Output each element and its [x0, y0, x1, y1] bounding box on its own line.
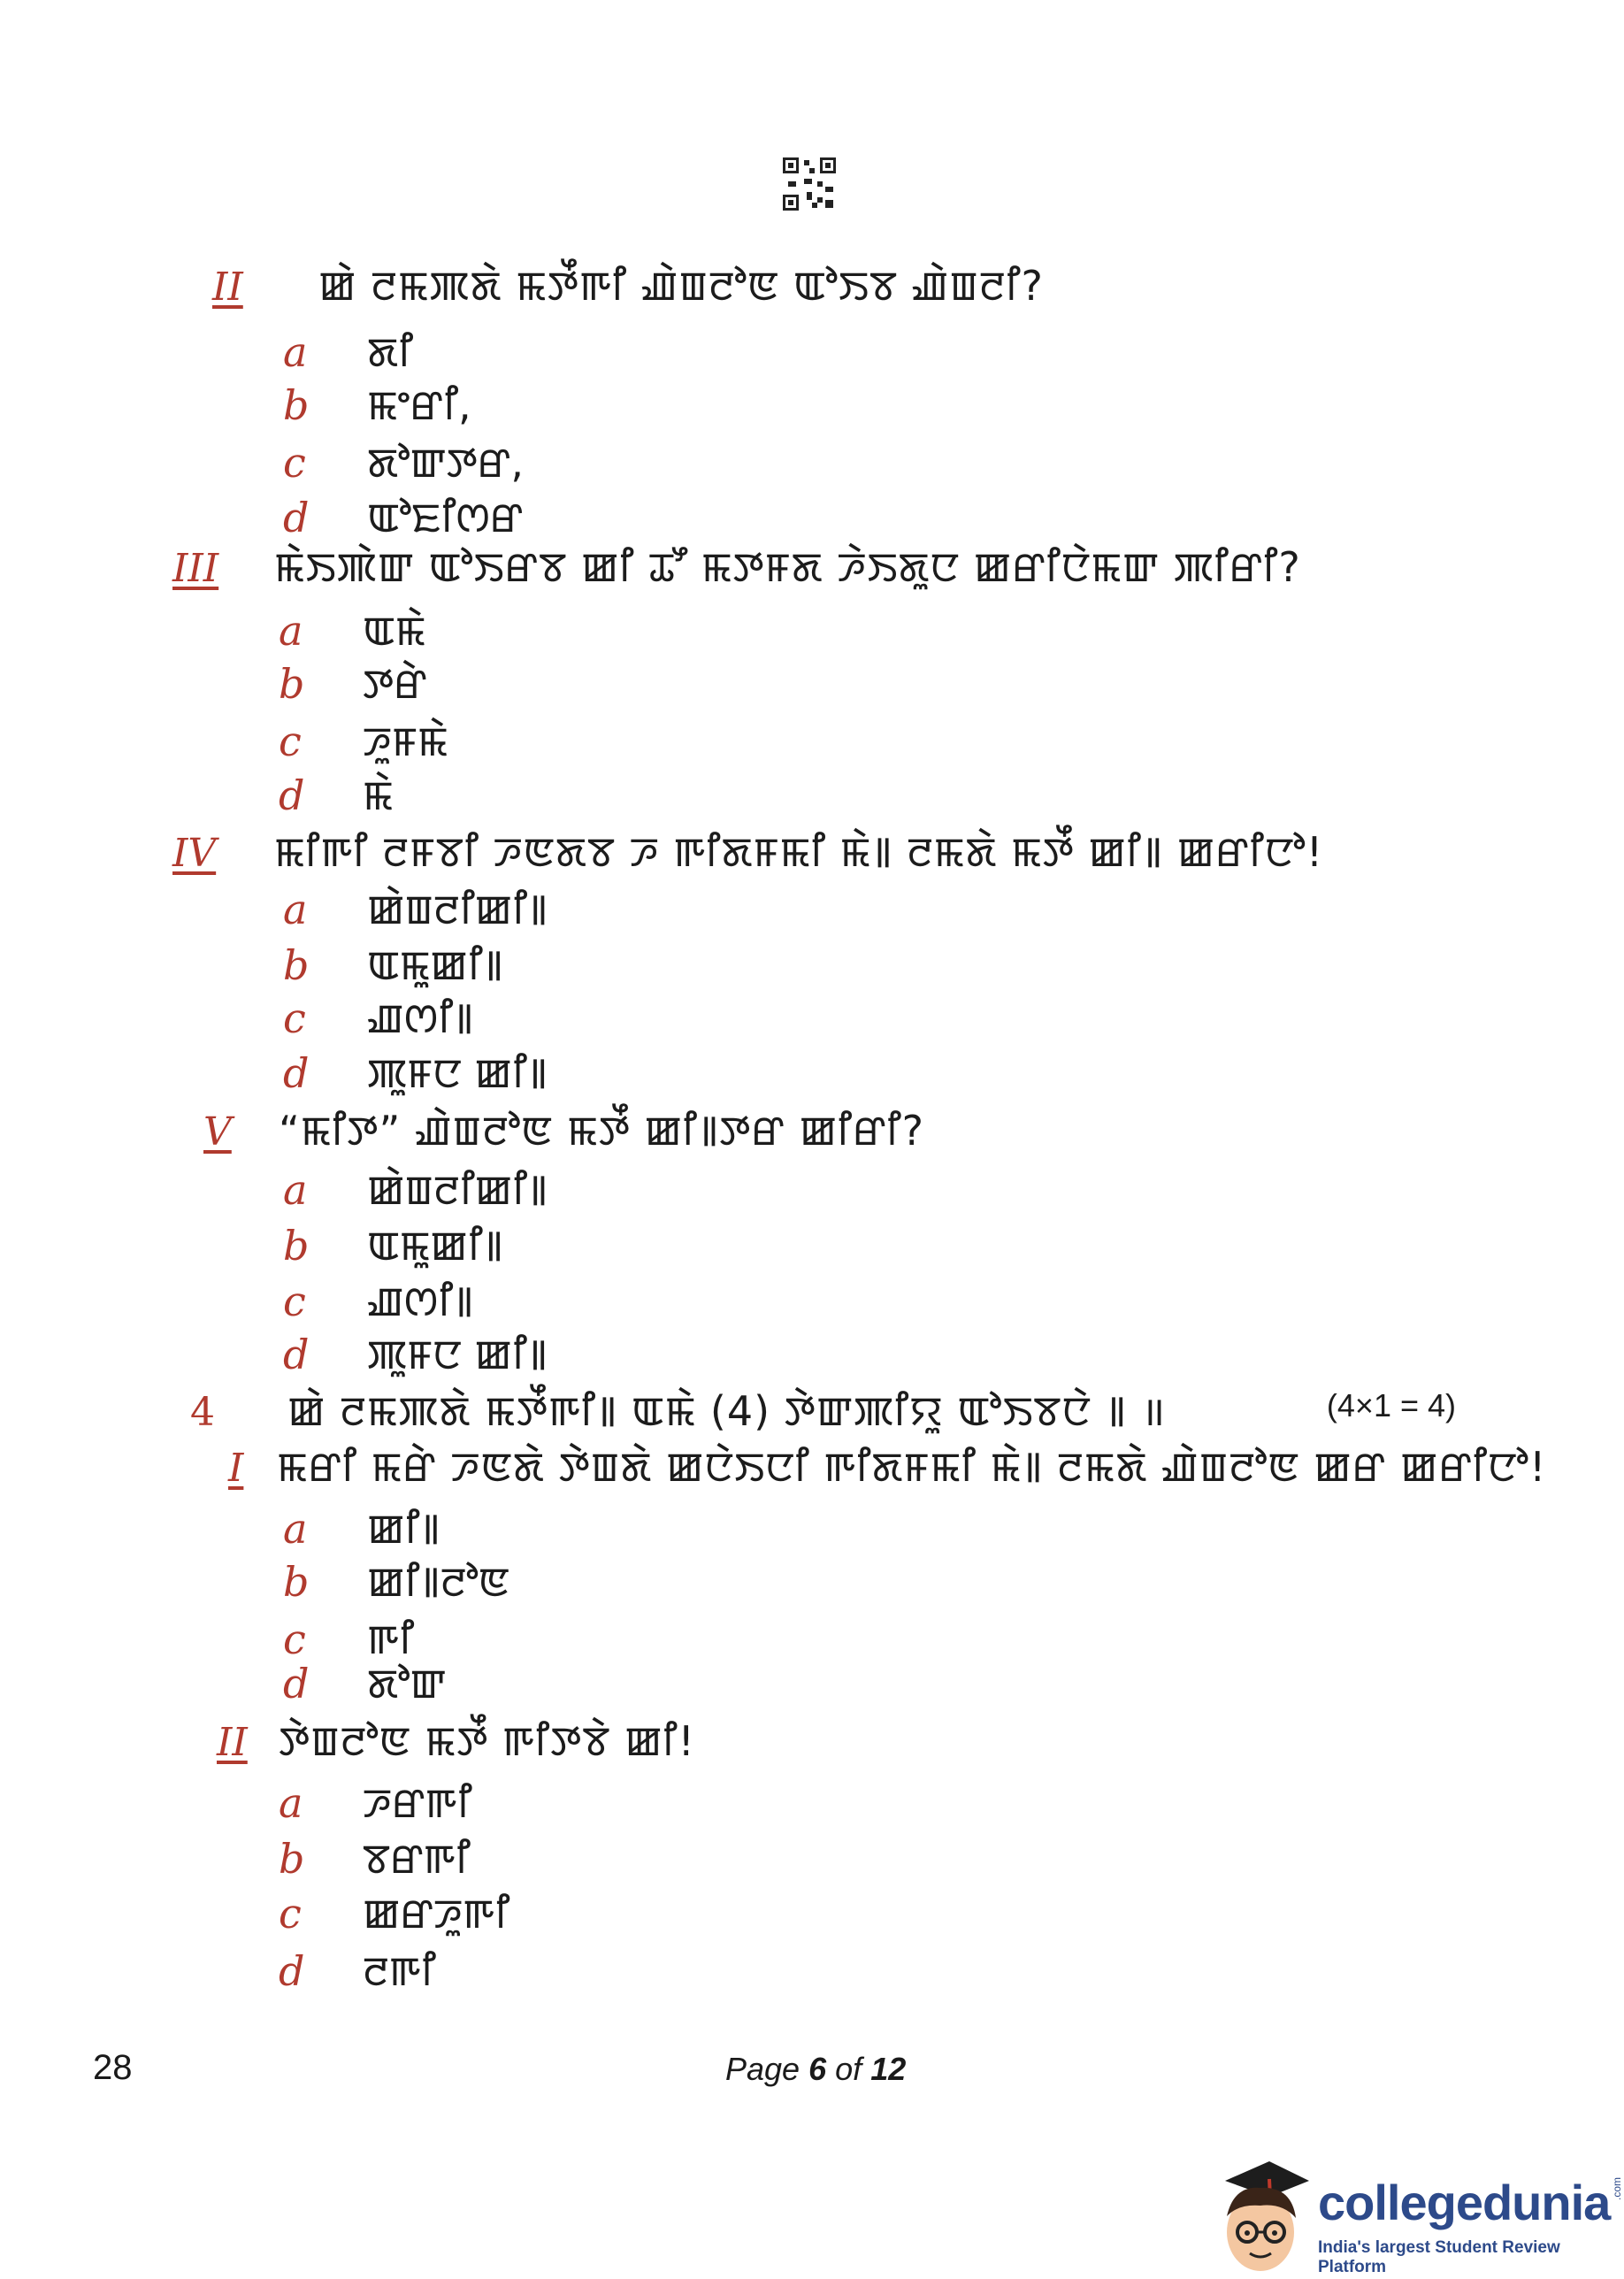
question-label: I	[228, 1446, 244, 1491]
option-text: ꯕꯔꯒꯤ	[363, 1835, 471, 1883]
option-letter: b	[283, 941, 310, 989]
option-letter: c	[279, 1890, 302, 1938]
option-text: ꯇꯔꯥ	[363, 660, 427, 708]
option-letter: a	[279, 607, 303, 655]
question-text: ꯃꯔꯤ ꯃꯔꯥ ꯍꯟꯗꯥ ꯇꯥꯡꯗꯥ ꯀꯅꯥꯏꯅꯤ ꯒꯤꯗꯝꯃꯤ ꯃꯥ꯫ ꯂꯃꯗꯥ ꯉꯥꯡꯂꯣꯟ ꯀꯔ ꯀꯔꯤꯅꯣ!	[277, 1443, 1547, 1491]
question-5	[203, 1101, 924, 1158]
option-letter: c	[283, 1615, 306, 1663]
option	[279, 602, 425, 658]
question-text: ꯃꯥꯏꯄꯥꯛ ꯑꯣꯏꯔꯕ ꯀꯤ ꯊꯧ ꯃꯇꯝꯗ ꯍꯥꯏꯗꯨꯅ ꯀꯔꯤꯅꯥꯃꯛ ꯄꯤꯔꯤ?	[274, 543, 1301, 591]
option-letter: a	[283, 886, 308, 933]
question-3	[172, 538, 1301, 595]
option-text: ꯑꯃꯨꯀꯤ꯫	[367, 1222, 503, 1270]
question-label: II	[217, 1720, 248, 1765]
question-2	[212, 257, 1044, 313]
question-4	[172, 823, 1323, 879]
option-letter: c	[283, 994, 306, 1042]
option	[283, 989, 473, 1046]
option-letter: a	[283, 328, 308, 376]
page-of-word: of	[835, 2051, 862, 2087]
mascot-icon	[1207, 2154, 1314, 2279]
option-letter: b	[279, 1835, 305, 1883]
option	[279, 1884, 509, 1941]
logo-name: collegedunia	[1318, 2175, 1611, 2230]
question-label: III	[172, 546, 219, 591]
option	[283, 1044, 548, 1101]
option-letter: c	[283, 1278, 306, 1325]
option	[283, 880, 548, 937]
option-text: ꯉꯁꯤ꯫	[367, 994, 474, 1042]
option-letter: b	[283, 1558, 310, 1606]
question-s4-2	[217, 1712, 695, 1769]
option-letter: d	[279, 771, 305, 819]
option-text: ꯗꯣꯛ	[367, 1660, 447, 1707]
option	[283, 1272, 473, 1329]
page-total: 12	[870, 2051, 907, 2087]
question-label: IV	[172, 831, 217, 876]
option-letter: b	[283, 1222, 310, 1270]
option	[283, 936, 503, 993]
option	[283, 1161, 548, 1217]
option-text: ꯗꯣꯛꯇꯔ,	[367, 439, 525, 487]
page-current: 6	[808, 2051, 827, 2087]
option-text: ꯒꯤ	[367, 1615, 415, 1663]
option-letter: a	[283, 1166, 308, 1214]
option-letter: d	[283, 1660, 310, 1707]
option	[283, 434, 524, 490]
option	[283, 1216, 503, 1273]
page-number: 28	[93, 2048, 133, 2087]
option-letter: a	[279, 1779, 303, 1827]
question-text: “ꯃꯤꯇ” ꯉꯥꯡꯂꯣꯟ ꯃꯇꯩ ꯀꯤ꯫ꯇꯔ ꯀꯤꯔꯤ?	[279, 1107, 925, 1155]
option-text: ꯗꯤ	[367, 328, 414, 376]
option-text: ꯑꯣꯐꯤꯁꯔ	[367, 494, 524, 541]
logo-tagline: India's largest Student Review Platform	[1318, 2238, 1560, 2276]
question-s4-1	[228, 1438, 1546, 1494]
option-letter: c	[279, 717, 302, 765]
section-marks: (4×1 = 4)	[1326, 1387, 1456, 1423]
section-instruction: ꯀꯥ ꯂꯃꯄꯗꯥ ꯃꯇꯩꯒꯤ꯫ ꯑꯃꯥ (4) ꯇꯥꯛꯄꯤꯌꯨ ꯑꯣꯏꯕꯅꯥ ꯫ ॥	[287, 1387, 1167, 1435]
option	[283, 323, 413, 380]
page-word: Page	[725, 2051, 801, 2087]
option-text: ꯀꯤ꯫ꯂꯣꯟ	[367, 1558, 510, 1606]
question-text: ꯇꯥꯡꯂꯣꯟ ꯃꯇꯩ ꯒꯤꯇꯕꯥ ꯀꯤ!	[279, 1717, 695, 1765]
section-4-heading	[190, 1382, 1166, 1439]
page-indicator	[725, 2051, 906, 2088]
option-letter: c	[283, 439, 306, 487]
option-letter: d	[279, 1947, 305, 1995]
option-text: ꯀꯤ꯫	[367, 1505, 440, 1553]
section-number: 4	[190, 1390, 215, 1435]
collegedunia-logo	[1207, 2154, 1623, 2279]
option-text: ꯄꯨꯝꯅ ꯀꯤ꯫	[367, 1331, 548, 1378]
option-text: ꯂꯒꯤ	[363, 1947, 436, 1995]
option-letter: b	[279, 660, 305, 708]
qr-code-icon	[783, 157, 836, 211]
option-text: ꯑꯃꯨꯀꯤ꯫	[367, 941, 503, 989]
option-text: ꯃꯦꯔꯤ,	[367, 381, 471, 429]
option	[283, 1325, 548, 1382]
option-text: ꯍꯨꯝꯃꯥ	[363, 717, 448, 765]
question-label: II	[212, 265, 243, 310]
option-letter: d	[283, 1049, 310, 1097]
option-text: ꯀꯥꯡꯂꯤꯀꯤ꯫	[367, 1166, 548, 1214]
option	[283, 488, 524, 545]
option-text: ꯀꯔꯍꯨꯒꯤ	[363, 1890, 510, 1938]
option-text: ꯃꯥ	[363, 771, 394, 819]
option-letter: a	[283, 1505, 308, 1553]
option	[279, 712, 448, 769]
logo-suffix: .com	[1611, 2176, 1624, 2201]
option	[279, 1774, 472, 1830]
option-text: ꯉꯁꯤ꯫	[367, 1278, 474, 1325]
option-text: ꯑꯃꯥ	[363, 607, 426, 655]
option	[279, 655, 427, 711]
option-letter: b	[283, 381, 310, 429]
option-letter: d	[283, 1331, 310, 1378]
option-text: ꯍꯔꯒꯤ	[363, 1779, 472, 1827]
option	[279, 1830, 471, 1886]
question-text: ꯃꯤꯒꯤ ꯂꯝꯕꯤ ꯍꯟꯗꯕ ꯍ ꯒꯤꯗꯝꯃꯤ ꯃꯥ꯫ ꯂꯃꯗꯥ ꯃꯇꯩ ꯀꯤ꯫ ꯀꯔꯤꯅꯣ!	[274, 828, 1324, 876]
option	[283, 1553, 509, 1609]
option	[279, 1942, 436, 1999]
option-text: ꯀꯥꯡꯂꯤꯀꯤ꯫	[367, 886, 548, 933]
option-text: ꯄꯨꯝꯅ ꯀꯤ꯫	[367, 1049, 548, 1097]
question-label: V	[203, 1109, 232, 1155]
option	[283, 1654, 447, 1711]
option-letter: d	[283, 494, 310, 541]
option	[283, 376, 471, 433]
question-text: ꯀꯥ ꯂꯃꯄꯗꯥ ꯃꯇꯩꯒꯤ ꯉꯥꯡꯂꯣꯟ ꯑꯣꯏꯕ ꯉꯥꯡꯂꯤ?	[318, 262, 1044, 310]
option	[279, 766, 394, 823]
option	[283, 1500, 440, 1556]
